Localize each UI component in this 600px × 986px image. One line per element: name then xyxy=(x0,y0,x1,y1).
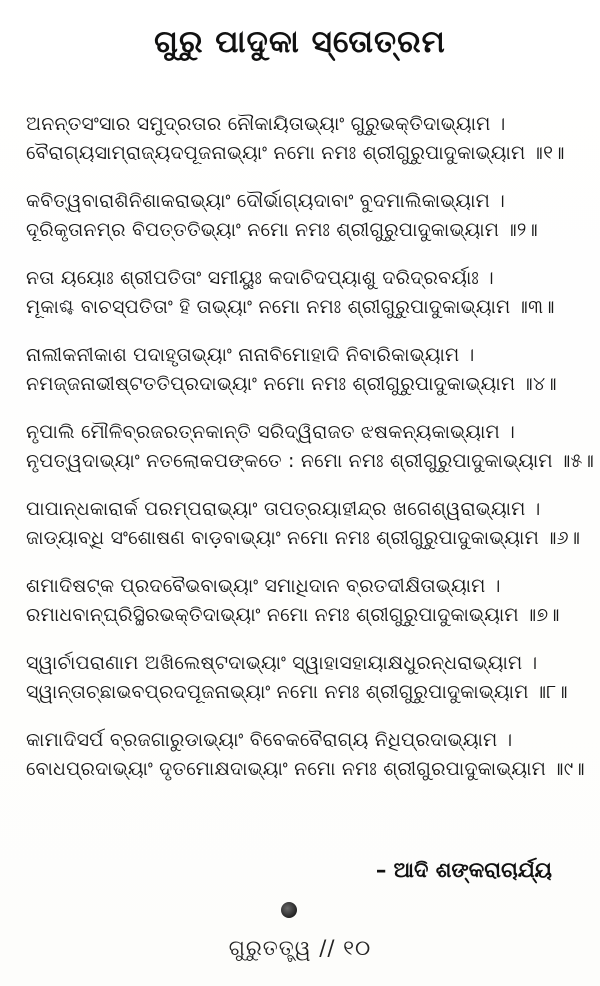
stanza-4 xyxy=(26,341,582,399)
stanza-7 xyxy=(26,572,582,630)
page-footer: ଗୁରୁତତ୍ତ୍ୱ // ୧୦ xyxy=(228,936,372,960)
verse-line: ନାଲୀକନୀକାଶ ପଦାହୃତାଭ୍ୟାଂ ନାନାବିମୋହାଦି ନିବାରିକାଭ୍ୟାମ । xyxy=(26,344,475,366)
stanza-8 xyxy=(26,649,582,707)
stanza-6 xyxy=(26,495,582,553)
bullet-dot-icon xyxy=(281,902,297,918)
verse-line: ଜାଡ୍ୟାବ୍ଧି ସଂଶୋଷଣ ବାଡ଼ବାଭ୍ୟାଂ ନମୋ ନମଃ ଶ୍ରୀଗୁରୁପାଦୁକାଭ୍ୟାମ ॥୬॥ xyxy=(26,527,581,549)
verse-line: ନୃପାଲି ମୌଳିବ୍ରଜରତ୍ନକାନ୍ତି ସରିଦ୍ୱିରାଜତ ଝଷକନ୍ୟକାଭ୍ୟାମ । xyxy=(26,421,515,443)
author-attribution: – ଆଦି ଶଙ୍କରାଚାର୍ଯ୍ୟ xyxy=(375,858,552,882)
stanza-2 xyxy=(26,187,582,245)
page-title: ଗୁରୁ ପାଦୁକା ସ୍ତୋତ୍ରମ xyxy=(154,24,446,60)
stanza-5 xyxy=(26,418,595,476)
verse-line: ବୋଧପ୍ରଦାଭ୍ୟାଂ ଦୃତମୋକ୍ଷଦାଭ୍ୟାଂ ନମୋ ନମଃ ଶ୍ରୀଗୁରପାଦୁକାଭ୍ୟାମ ॥୯॥ xyxy=(26,758,585,780)
verse-line: ପାପାନ୍ଧକାରାର୍କ ପରମ୍ପରାଭ୍ୟାଂ ତାପତ୍ରୟାହୀନ୍ଦ୍ର ଖଗେଶ୍ୱରାଭ୍ୟାମ । xyxy=(26,498,541,520)
verse-line: କବିତ୍ୱବାରାଶିନିଶାକରାଭ୍ୟାଂ ଦୌର୍ଭାଗ୍ୟଦାବାଂ ବୁଦମାଲିକାଭ୍ୟାମ । xyxy=(26,190,506,212)
stanza-3 xyxy=(26,264,582,322)
stanza-9 xyxy=(26,726,585,784)
verse-line: ଅନନ୍ତସଂସାର ସମୁଦ୍ରତାର ନୌକାୟିତାଭ୍ୟାଂ ଗୁରୁଭକ୍ତିଦାଭ୍ୟାମ । xyxy=(26,113,506,135)
verse-line: ବୈରାଗ୍ୟସାମ୍ରାଜ୍ୟଦପୂଜନାଭ୍ୟାଂ ନମୋ ନମଃ ଶ୍ରୀଗୁରୁପାଦୁକାଭ୍ୟାମ ॥୧॥ xyxy=(26,142,565,164)
verse-line: ଦୂରିକୃତାନମ୍ର ବିପତ୍ତତିଭ୍ୟାଂ ନମୋ ନମଃ ଶ୍ରୀଗୁରୁପାଦୁକାଭ୍ୟାମ ॥୨॥ xyxy=(26,219,538,241)
verse-line: ମୂକାଶ୍ଚ ବାଚସ୍ପତିତାଂ ହି ତାଭ୍ୟାଂ ନମୋ ନମଃ ଶ୍ରୀଗୁରୁପାଦୁକାଭ୍ୟାମ ॥୩॥ xyxy=(26,296,555,318)
verse-line: ନମଜ୍ଜନାଭୀଷ୍ଟତତିପ୍ରଦାଭ୍ୟାଂ ନମୋ ନମଃ ଶ୍ରୀଗୁରୁପାଦୁକାଭ୍ୟାମ ॥୪॥ xyxy=(26,373,557,395)
verse-line: ସ୍ୱାର୍ଚାପରାଣାମ ଅଖିଲେଷ୍ଟଦାଭ୍ୟାଂ ସ୍ୱାହାସହାୟାକ୍ଷଧୁରନ୍ଧରାଭ୍ୟାମ । xyxy=(26,652,538,674)
verse-line: କାମାଦିସର୍ପ ବ୍ରଜଗାରୁଡାଭ୍ୟାଂ ବିବେକବୈରାଗ୍ୟ ନିଧିପ୍ରଦାଭ୍ୟାମ । xyxy=(26,729,513,751)
verse-line: ରମାଧବାନ୍ଘ୍ରିସ୍ଥିରଭକ୍ତିଦାଭ୍ୟାଂ ନମୋ ନମଃ ଶ୍ରୀଗୁରୁପାଦୁକାଭ୍ୟାମ ॥୭॥ xyxy=(26,604,560,626)
verse-line: ସ୍ୱାନ୍ତାଚ୍ଛାଭବପ୍ରଦପୂଜନାଭ୍ୟାଂ ନମୋ ନମଃ ଶ୍ରୀଗୁରୁପାଦୁକାଭ୍ୟାମ ॥୮॥ xyxy=(26,681,568,703)
verse-line: ନତା ୟୟୋଃ ଶ୍ରୀପତିତାଂ ସମୀୟୁଃ କଦାଚିଦପ୍ୟାଶୁ ଦରିଦ୍ରବର୍ୟାଃ । xyxy=(26,267,494,289)
stanza-1 xyxy=(26,110,582,168)
verse-line: ନୃପତ୍ୱଦାଭ୍ୟାଂ ନତଲୋକପଙ୍କତେ : ନମୋ ନମଃ ଶ୍ରୀଗୁରୁପାଦୁକାଭ୍ୟାମ ॥୫॥ xyxy=(26,450,595,472)
verses xyxy=(26,110,595,803)
verse-line: ଶମାଦିଷଟ୍କ ପ୍ରଦବୈଭବାଭ୍ୟାଂ ସମାଧିଦାନ ବ୍ରତଦୀକ୍ଷିତାଭ୍ୟାମ । xyxy=(26,575,501,597)
